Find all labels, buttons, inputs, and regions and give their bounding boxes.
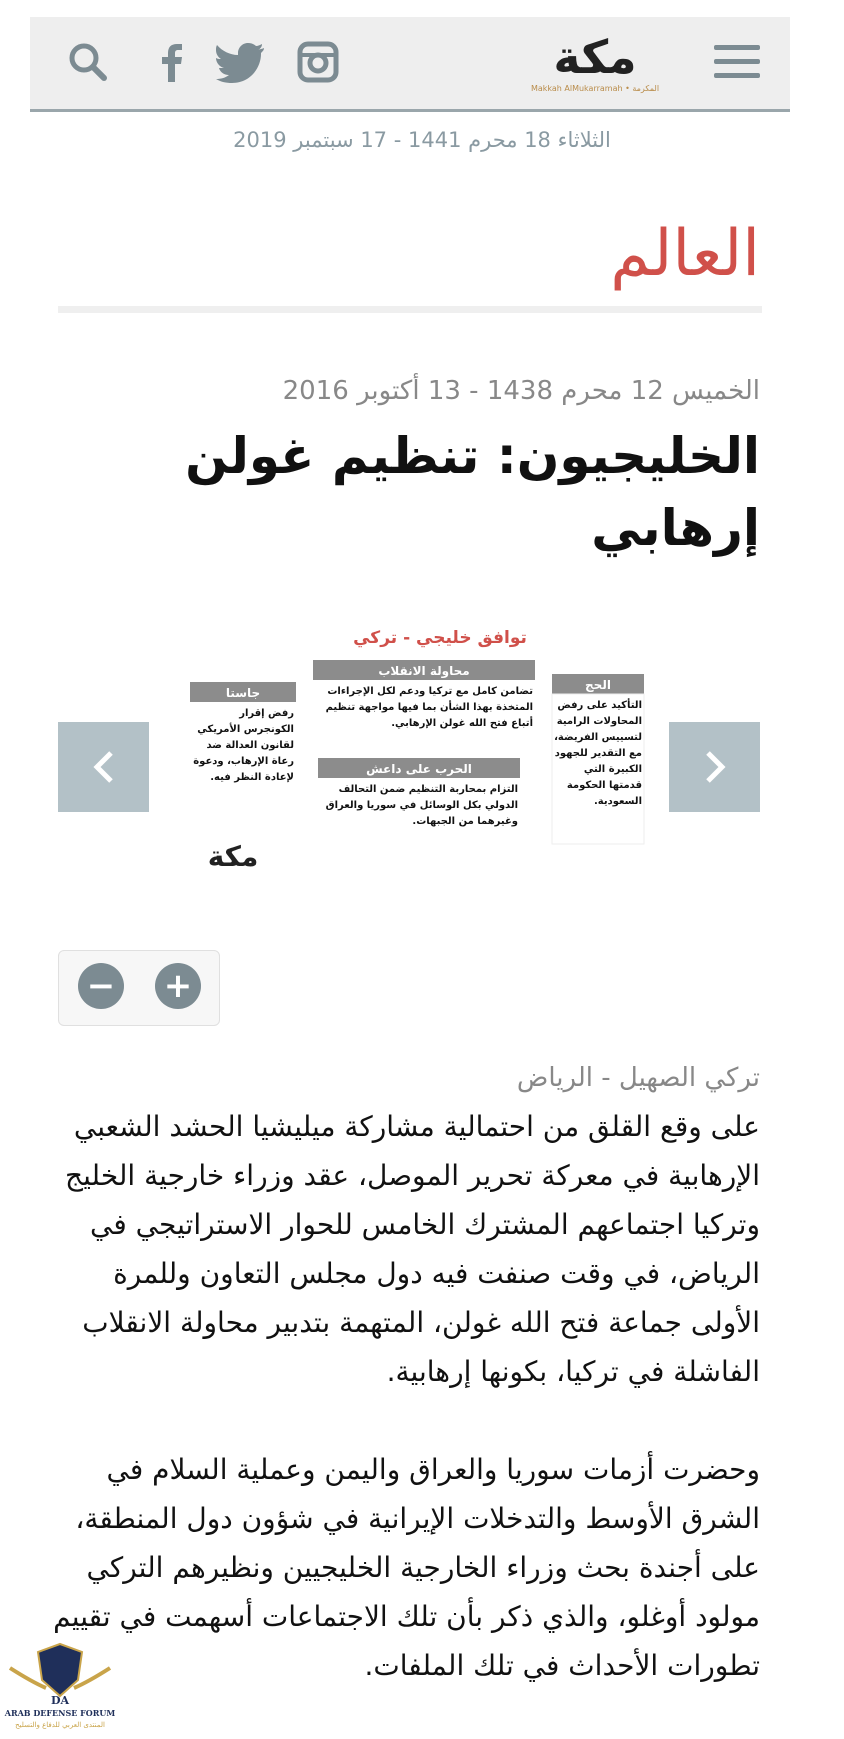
article-paragraph: وحضرت أزمات سوريا والعراق واليمن وعملية السلام في الشرق الأوسط والتدخلات الإيرانية في شؤون دول المنطقة، على أجندة بحث وزراء الخارجية الخليجيين ونظيرهم التركي مولود أوغلو، والذي ذكر بأن تلك الاجتماعات أسهمت في تقييم تطورات الأحداث في تلك الملفات.: [53, 1453, 760, 1682]
infographic-title: توافق خليجي - تركي: [353, 628, 527, 648]
menu-icon[interactable]: [714, 45, 760, 79]
box-heading: محاولة الانقلاب: [378, 664, 470, 678]
box-text: تضامن كامل مع تركيا ودعم لكل الإجراءات المتخذة بهذا الشأن بما فيها مواجهة تنظيم أتباع فتح الله غولن الإرهابي.: [325, 686, 533, 729]
logo-text: مكة: [553, 30, 637, 84]
article-headline: الخليجيون: تنظيم غولن إرهابي: [185, 427, 760, 557]
box-text: رفض إقرار الكونجرس الأمريكي لقانون العدالة ضد رعاة الإرهاب، ودعوة لإعادة النظر فيه.: [193, 708, 294, 783]
twitter-icon[interactable]: [216, 40, 266, 84]
font-size-controls: [58, 950, 220, 1026]
infographic-image: [180, 620, 660, 890]
article-paragraph: على وقع القلق من احتمالية مشاركة ميليشيا الحشد الشعبي الإرهابية في معركة تحرير الموصل، عقد وزراء خارجية الخليج وتركيا اجتماعهم المشترك الخامس للحوار الاستراتيجي في الرياض، في وقت صنفت فيه دول مجلس التعاون وللمرة الأولى جماعة فتح الله غولن، المتهمة بتدبير محاولة الانقلاب الفاشلة في تركيا، بكونها إرهابية.: [65, 1110, 760, 1388]
instagram-icon[interactable]: [296, 40, 340, 84]
article-byline: تركي الصهيل - الرياض: [516, 1063, 760, 1093]
site-header: [30, 17, 790, 112]
site-logo[interactable]: [520, 25, 670, 97]
box-heading: الحرب على داعش: [366, 762, 472, 776]
facebook-icon[interactable]: [150, 40, 194, 84]
current-date: الثلاثاء 18 محرم 1441 - 17 سبتمبر 2019: [233, 128, 611, 152]
logo-subtitle: Makkah AlMukarramah • المكرمة: [530, 84, 660, 93]
section-divider: [58, 306, 762, 313]
infographic-box-coup: [313, 660, 535, 746]
section-title[interactable]: العالم: [610, 217, 760, 291]
slider-next-button[interactable]: [669, 722, 760, 812]
box-heading: الحج: [585, 678, 611, 692]
infographic-box-isis: [318, 758, 520, 844]
box-heading: جاستا: [225, 686, 261, 700]
article-date: الخميس 12 محرم 1438 - 13 أكتوبر 2016: [282, 376, 760, 406]
chevron-left-icon: [89, 747, 119, 787]
box-text: التأكيد على رفض المحاولات الرامية لتسييس الفريضة، مع التقدير للجهود الكبيرة التي قدمتها الحكومة السعودية.: [554, 700, 642, 807]
infographic-box-jasta: [190, 682, 296, 826]
watermark-line3: المنتدى العربي للدفاع والتسليح: [15, 1721, 105, 1729]
decrease-font-button[interactable]: −: [78, 963, 124, 1009]
article-body: [50, 1102, 760, 1739]
watermark-logo: [2, 1638, 118, 1732]
infographic-box-hajj: [552, 674, 644, 846]
box-text: التزام بمحاربة التنظيم ضمن التحالف الدولي بكل الوسائل في سوريا والعراق وغيرهما من الجبهات.: [325, 784, 518, 827]
chevron-right-icon: [700, 747, 730, 787]
search-icon[interactable]: [66, 40, 110, 84]
watermark-line1: DA: [50, 1694, 70, 1707]
infographic-logo: مكة: [207, 840, 259, 873]
slider-prev-button[interactable]: [58, 722, 149, 812]
watermark-line2: ARAB DEFENSE FORUM: [4, 1708, 116, 1718]
increase-font-button[interactable]: +: [155, 963, 201, 1009]
